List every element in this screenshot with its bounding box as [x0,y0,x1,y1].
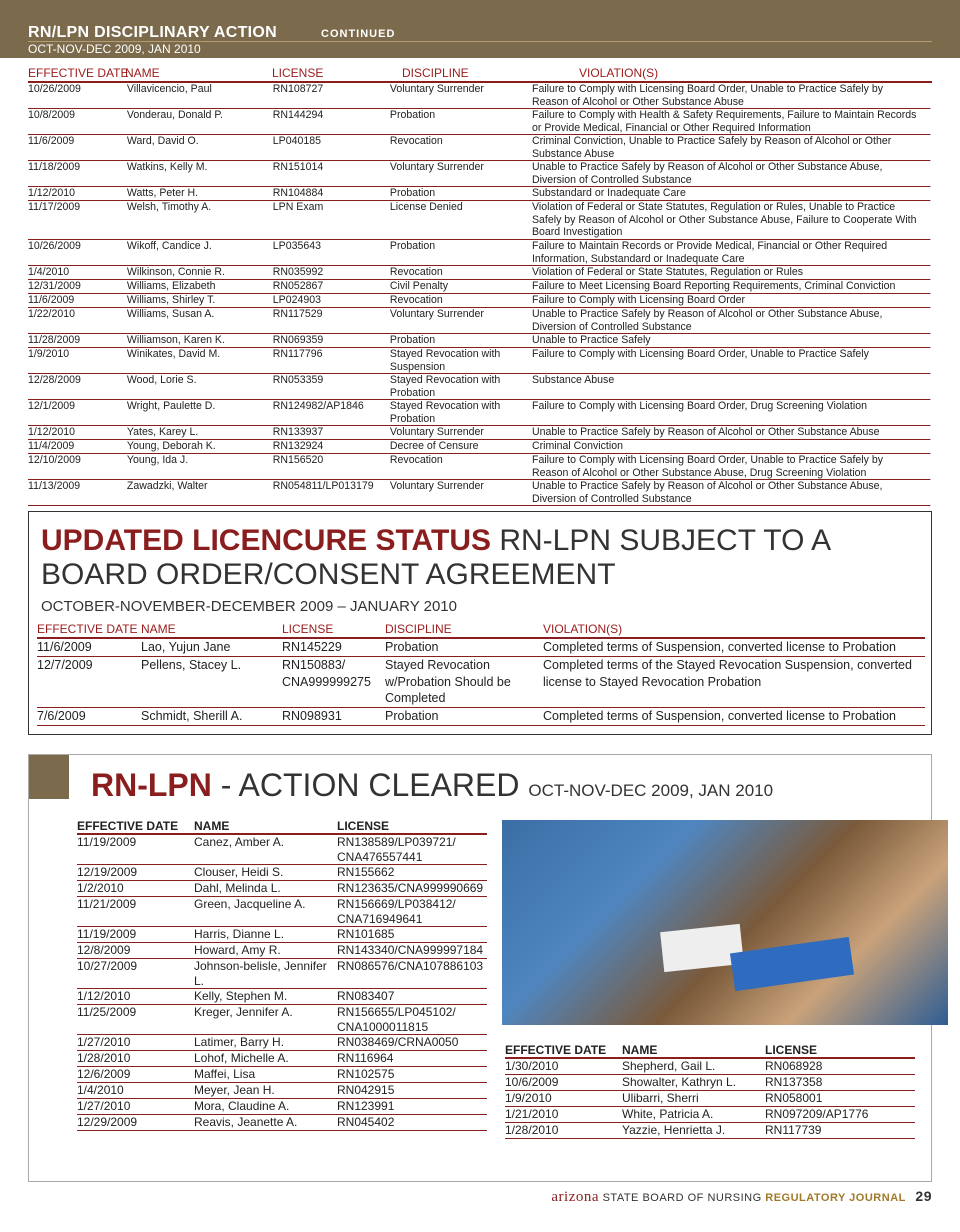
cell-discipline: Stayed Revocation with Probation [389,400,501,425]
cell-name: Vonderau, Donald P. [126,109,223,121]
cell-discipline: Voluntary Surrender [389,308,484,320]
cell-name: Kelly, Stephen M. [194,989,288,1003]
cell-date: 12/6/2009 [77,1067,131,1081]
cell-name: Howard, Amy R. [194,943,281,957]
cell-date: 1/27/2010 [77,1035,131,1049]
cell-violation: Completed terms of the Stayed Revocation Suspension, converted license to Stayed Revocation Probation [543,658,912,689]
cell-license: RN045402 [337,1115,395,1129]
cell-date: 1/12/2010 [28,426,75,438]
table-row [77,959,487,989]
cell-violation: Substance Abuse [532,374,615,386]
cell-name: Maffei, Lisa [194,1067,256,1081]
cell-date: 11/18/2009 [28,161,81,173]
table-header [37,622,925,639]
cell-discipline: License Denied [389,201,463,213]
cell-name: Reavis, Jeanette A. [194,1115,298,1129]
cell-license: LP024903 [272,294,321,306]
table-row [77,943,487,959]
cleared-rows-right [505,1059,915,1139]
cell-license: RN104884 [272,187,324,199]
cell-name: Wikoff, Candice J. [126,240,212,252]
cell-name: Mora, Claudine A. [194,1099,290,1113]
cell-violation: Unable to Practice Safely by Reason of Alcohol or Other Substance Abuse, Diversion of Controlled Substance [532,161,883,186]
cell-name: Yazzie, Henrietta J. [622,1123,726,1137]
cell-date: 11/17/2009 [28,201,81,213]
cell-date: 1/28/2010 [505,1123,559,1137]
cell-license: RN123991 [337,1099,395,1113]
cell-name: Latimer, Barry H. [194,1035,285,1049]
cell-date: 12/28/2009 [28,374,81,386]
cell-license: RN116964 [337,1051,394,1065]
cell-date: 12/31/2009 [28,280,81,292]
cell-license: RN124982/AP1846 [272,400,364,412]
cell-name: Wright, Paulette D. [126,400,216,412]
cell-discipline: Voluntary Surrender [389,426,484,438]
page-header-bar [0,0,960,58]
cell-license: RN117529 [272,308,323,320]
cell-license: LP040185 [272,135,321,147]
cell-discipline: Voluntary Surrender [389,480,484,492]
col-effective-date: EFFECTIVE DATE [77,819,179,833]
cell-discipline: Revocation [389,294,443,306]
table-row [28,135,930,161]
cell-license: RN038469/CRNA0050 [337,1035,459,1049]
cell-discipline: Civil Penalty [389,280,449,292]
table-row [28,308,930,334]
table-row [77,1035,487,1051]
cell-date: 1/12/2010 [77,989,131,1003]
cell-discipline: Probation [389,109,436,121]
cell-name: Lohof, Michelle A. [194,1051,289,1065]
table-row [77,1099,487,1115]
cell-license: RN132924 [272,440,324,452]
cell-date: 1/21/2010 [505,1107,559,1121]
cell-violation: Violation of Federal or State Statutes, Regulation or Rules, Unable to Practice Safely by Reason of Alcohol or Other Substance Abuse, Failure to Cooperate With Board Investigation [532,201,917,239]
cell-license: RN156520 [272,454,324,466]
col-license: LICENSE [337,819,390,833]
updated-title-rest: RN-LPN SUBJECT TO A [491,524,832,557]
cell-date: 12/8/2009 [77,943,131,957]
cell-date: 12/1/2009 [28,400,75,412]
cell-date: 11/25/2009 [77,1005,137,1019]
cell-discipline: Stayed Revocation w/Probation Should be Completed [385,658,511,705]
cell-license: RN042915 [337,1083,395,1097]
cleared-title-bold: RN-LPN [91,767,212,803]
table-row [28,266,930,280]
cell-name: Williams, Shirley T. [126,294,216,306]
cell-discipline: Decree of Censure [389,440,479,452]
cell-date: 1/12/2010 [28,187,75,199]
cleared-table-right [505,1042,915,1139]
cell-license: RN052867 [272,280,324,292]
cell-license: RN145229 [282,640,342,654]
cell-license: RN156655/LP045102/ CNA1000011815 [337,1005,456,1034]
cell-date: 11/13/2009 [28,480,81,492]
updated-rows [37,639,925,726]
cell-date: 1/4/2010 [28,266,70,278]
cell-license: RN053359 [272,374,324,386]
table-header [77,818,487,835]
cell-date: 11/21/2009 [77,897,137,911]
table-row [505,1123,915,1139]
cell-discipline: Probation [389,334,436,346]
cell-name: Young, Deborah K. [126,440,216,452]
table-row [37,657,925,708]
cell-license: RN151014 [272,161,324,173]
cell-violation: Completed terms of Suspension, converted license to Probation [543,709,896,723]
cell-name: Kreger, Jennifer A. [194,1005,293,1019]
nurses-photo [502,820,948,1025]
table-row [505,1091,915,1107]
table-row [28,280,930,294]
cell-violation: Substandard or Inadequate Care [532,187,686,199]
cell-violation: Failure to Maintain Records or Provide Medical, Financial or Other Required Information, Substandard or Inadequate Care [532,240,888,265]
cell-date: 10/26/2009 [28,240,81,252]
col-name: NAME [141,622,176,636]
cell-license: RN117796 [272,348,323,360]
cell-discipline: Voluntary Surrender [389,83,484,95]
cell-name: Winikates, David M. [126,348,221,360]
cell-violation: Failure to Comply with Licensing Board Order, Unable to Practice Safely [532,348,869,360]
cell-name: Showalter, Kathryn L. [622,1075,737,1089]
cell-date: 12/29/2009 [77,1115,138,1129]
cell-date: 1/4/2010 [77,1083,124,1097]
cell-violation: Completed terms of Suspension, converted license to Probation [543,640,896,654]
cell-date: 10/8/2009 [28,109,75,121]
cell-license: RN102575 [337,1067,395,1081]
cell-date: 10/26/2009 [28,83,81,95]
col-name: NAME [125,66,160,80]
cell-license: RN155662 [337,865,395,879]
footer-state: arizona [551,1189,600,1205]
cell-date: 1/28/2010 [77,1051,131,1065]
cell-date: 1/2/2010 [77,881,124,895]
cell-date: 11/4/2009 [28,440,75,452]
cell-date: 10/6/2009 [505,1075,559,1089]
page-number: 29 [915,1188,932,1204]
cell-name: Welsh, Timothy A. [126,201,212,213]
cell-name: White, Patricia A. [622,1107,714,1121]
page-footer [551,1188,932,1206]
cell-name: Green, Jacqueline A. [194,897,306,911]
cell-date: 1/22/2010 [28,308,75,320]
disciplinary-table [28,66,932,506]
table-row [77,989,487,1005]
cell-license: RN133937 [272,426,324,438]
cell-violation: Violation of Federal or State Statutes, Regulation or Rules [532,266,804,278]
table-row [77,1005,487,1035]
cell-name: Shepherd, Gail L. [622,1059,716,1073]
cell-license: RN054811/LP013179 [272,480,374,492]
cell-name: Canez, Amber A. [194,835,285,849]
table-row [77,1051,487,1067]
cell-date: 12/10/2009 [28,454,81,466]
cleared-title-period: OCT-NOV-DEC 2009, JAN 2010 [528,781,774,800]
cleared-title-rest: - ACTION CLEARED [211,767,529,803]
cell-violation: Failure to Comply with Licensing Board Order [532,294,746,306]
col-license: LICENSE [282,622,334,636]
cell-license: LPN Exam [272,201,324,213]
cell-license: RN156669/LP038412/ CNA716949641 [337,897,456,926]
cell-name: Ward, David O. [126,135,199,147]
table-row [28,374,930,400]
cell-date: 7/6/2009 [37,709,86,723]
section-period: OCT-NOV-DEC 2009, JAN 2010 [28,42,201,56]
cell-date: 11/19/2009 [77,927,137,941]
cell-license: RN150883/ CNA999999275 [282,658,371,689]
cell-license: RN097209/AP1776 [765,1107,869,1121]
cell-violation: Unable to Practice Safely [532,334,651,346]
cell-license: RN144294 [272,109,324,121]
cell-name: Zawadzki, Walter [126,480,208,492]
cell-license: RN138589/LP039721/ CNA476557441 [337,835,456,864]
footer-board: STATE BOARD OF NURSING [602,1192,762,1204]
cell-name: Villavicencio, Paul [126,83,212,95]
cell-violation: Failure to Meet Licensing Board Reporting Requirements, Criminal Conviction [532,280,896,292]
cell-violation: Failure to Comply with Health & Safety Requirements, Failure to Maintain Records or Provide Medical, Financial or Other Required Information [532,109,917,134]
col-effective-date: EFFECTIVE DATE [28,66,129,80]
cell-name: Johnson-belisle, Jennifer L. [194,959,327,988]
col-license: LICENSE [765,1043,818,1057]
cell-date: 1/27/2010 [77,1099,131,1113]
cell-discipline: Stayed Revocation with Probation [389,374,501,399]
cell-license: RN058001 [765,1091,823,1105]
cell-license: RN137358 [765,1075,823,1089]
cell-date: 10/27/2009 [77,959,138,973]
table-row [37,708,925,726]
cell-name: Williamson, Karen K. [126,334,225,346]
table-row [28,480,930,506]
cell-name: Watts, Peter H. [126,187,199,199]
accent-bar [29,755,69,799]
table-row [28,161,930,187]
table-row [505,1107,915,1123]
table-row [77,835,487,865]
table-header [505,1042,915,1059]
cell-violation: Criminal Conviction [532,440,623,452]
cell-license: RN108727 [272,83,324,95]
cell-name: Williams, Susan A. [126,308,215,320]
table-row [28,240,930,266]
cell-name: Wood, Lorie S. [126,374,197,386]
cell-discipline: Probation [389,187,436,199]
col-violations: VIOLATION(S) [543,622,623,636]
cell-violation: Criminal Conviction, Unable to Practice Safely by Reason of Alcohol or Other Substance Abuse [532,135,892,160]
continued-label: CONTINUED [321,28,396,40]
cell-name: Harris, Dianne L. [194,927,285,941]
cell-name: Ulibarri, Sherri [622,1091,699,1105]
table-row [28,400,930,426]
cell-license: RN098931 [282,709,342,723]
cell-license: RN083407 [337,989,395,1003]
cell-name: Pellens, Stacey L. [141,658,242,672]
cell-name: Meyer, Jean H. [194,1083,275,1097]
table-row [77,865,487,881]
cell-date: 11/6/2009 [28,294,75,306]
cell-violation: Unable to Practice Safely by Reason of Alcohol or Other Substance Abuse, Diversion of Controlled Substance [532,480,883,505]
table-row [28,334,930,348]
col-effective-date: EFFECTIVE DATE [505,1043,607,1057]
table-row [28,109,930,135]
cell-date: 11/19/2009 [77,835,137,849]
cell-violation: Failure to Comply with Licensing Board Order, Unable to Practice Safely by Reason of Alcohol or Other Substance Abuse [532,83,883,108]
photo-folder [730,937,854,991]
section-title: RN/LPN DISCIPLINARY ACTION [28,24,277,41]
updated-table [37,622,925,726]
col-license: LICENSE [272,66,324,80]
cleared-table-left [77,818,487,1131]
cell-violation: Unable to Practice Safely by Reason of Alcohol or Other Substance Abuse, Diversion of Controlled Substance [532,308,883,333]
cell-discipline: Probation [385,640,439,654]
cell-name: Lao, Yujun Jane [141,640,231,654]
table-row [28,454,930,480]
table-row [28,294,930,308]
cell-date: 12/19/2009 [77,865,138,879]
table-row [28,440,930,454]
table-header [28,66,932,83]
updated-subtitle: OCTOBER-NOVEMBER-DECEMBER 2009 – JANUARY 2010 [41,598,457,615]
col-violations: VIOLATION(S) [579,66,659,80]
cell-discipline: Probation [389,240,436,252]
cell-date: 1/9/2010 [28,348,70,360]
table-row [37,639,925,657]
cell-date: 12/7/2009 [37,658,93,672]
cell-discipline: Stayed Revocation with Suspension [389,348,501,373]
cell-license: RN143340/CNA999997184 [337,943,484,957]
disciplinary-rows [28,83,932,506]
table-row [28,201,930,240]
table-row [77,1067,487,1083]
table-row [77,897,487,927]
table-row [28,348,930,374]
cell-name: Williams, Elizabeth [126,280,216,292]
cell-date: 11/6/2009 [28,135,75,147]
cell-license: RN101685 [337,927,395,941]
cell-discipline: Voluntary Surrender [389,161,484,173]
cell-date: 11/28/2009 [28,334,81,346]
cell-license: RN035992 [272,266,324,278]
cell-violation: Failure to Comply with Licensing Board Order, Unable to Practice Safely by Reason of Alcohol or Other Substance Abuse, Drug Screening Violation [532,454,883,479]
cell-name: Watkins, Kelly M. [126,161,208,173]
cell-date: 1/9/2010 [505,1091,552,1105]
cell-license: LP035643 [272,240,321,252]
cell-discipline: Revocation [389,135,443,147]
updated-title-line2: BOARD ORDER/CONSENT AGREEMENT [41,558,616,591]
col-discipline: DISCIPLINE [385,622,452,636]
cell-license: RN069359 [272,334,324,346]
col-name: NAME [622,1043,658,1057]
cell-date: 11/6/2009 [37,640,92,654]
cell-violation: Failure to Comply with Licensing Board Order, Drug Screening Violation [532,400,867,412]
table-row [505,1075,915,1091]
cleared-rows-left [77,835,487,1131]
cell-discipline: Revocation [389,454,443,466]
table-row [28,187,930,201]
cell-name: Young, Ida J. [126,454,189,466]
table-row [505,1059,915,1075]
cell-discipline: Revocation [389,266,443,278]
table-row [77,1083,487,1099]
cleared-title [91,767,773,804]
col-effective-date: EFFECTIVE DATE [37,622,138,636]
col-name: NAME [194,819,230,833]
updated-licensure-box [28,511,932,735]
cell-violation: Unable to Practice Safely by Reason of Alcohol or Other Substance Abuse [532,426,880,438]
table-row [28,83,930,109]
updated-title-bold: UPDATED LICENCURE STATUS [41,524,491,557]
table-row [77,881,487,897]
updated-title-line1 [41,524,831,558]
table-row [77,927,487,943]
footer-journal: REGULATORY JOURNAL [765,1192,906,1204]
cell-name: Clouser, Heidi S. [194,865,284,879]
cell-name: Dahl, Melinda L. [194,881,281,895]
cell-discipline: Probation [385,709,439,723]
cell-date: 1/30/2010 [505,1059,559,1073]
cell-name: Wilkinson, Connie R. [126,266,225,278]
cell-name: Schmidt, Sherill A. [141,709,243,723]
table-row [77,1115,487,1131]
table-row [28,426,930,440]
cell-license: RN086576/CNA107886103 [337,959,484,973]
cell-license: RN117739 [765,1123,822,1137]
cell-license: RN123635/CNA999990669 [337,881,484,895]
cell-name: Yates, Karey L. [126,426,199,438]
cell-license: RN068928 [765,1059,823,1073]
col-discipline: DISCIPLINE [402,66,469,80]
